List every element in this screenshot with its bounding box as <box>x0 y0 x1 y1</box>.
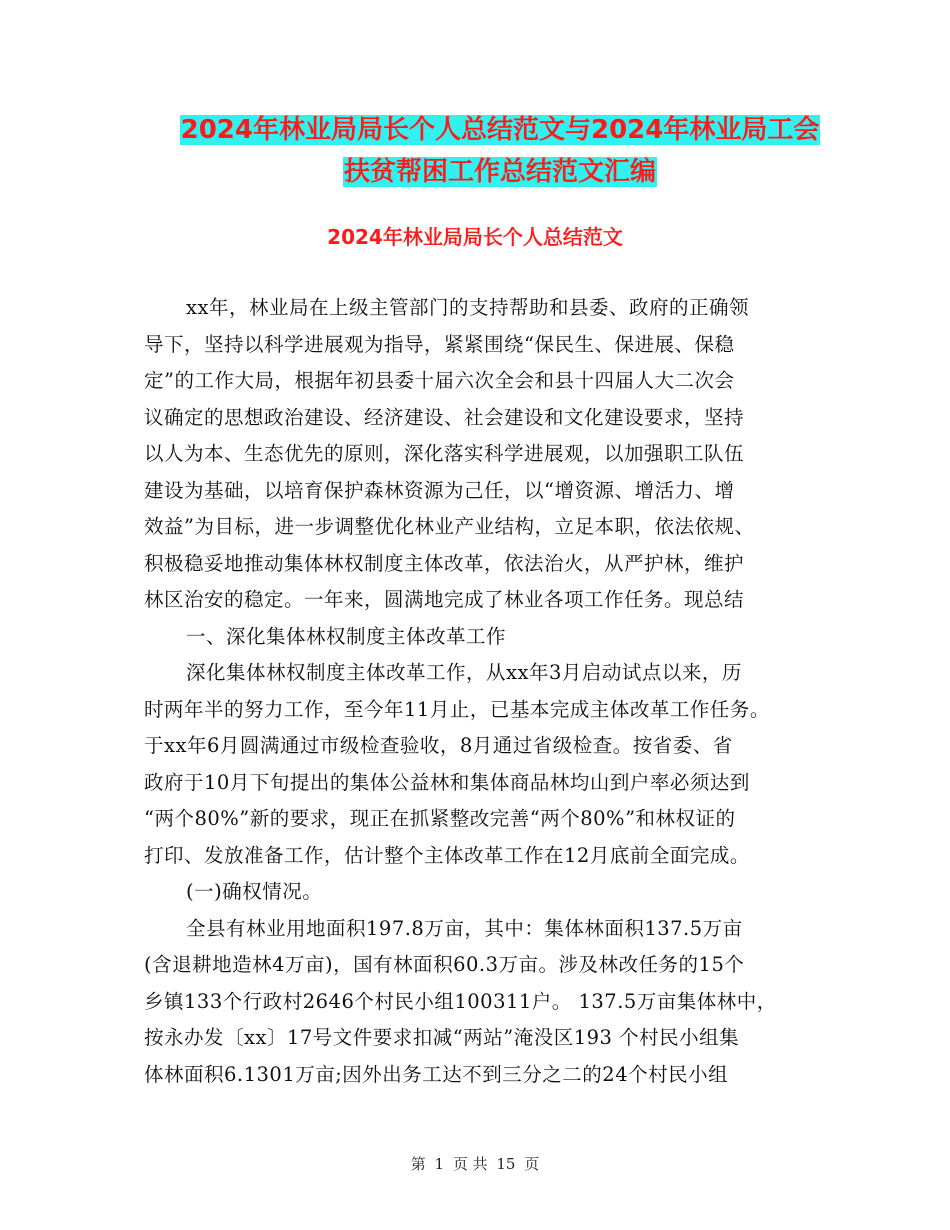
footer-prefix: 第 <box>410 1155 426 1173</box>
body-text-line: 体林面积6.1301万亩;因外出务工达不到三分之二的24个村民小组 <box>144 1062 729 1086</box>
body-text-line: 以人为本、生态优先的原则，深化落实科学进展观，以加强职工队伍 <box>144 442 745 465</box>
footer-page-number: 1 <box>434 1155 445 1173</box>
page-footer <box>0 1152 950 1176</box>
body-text-line: 效益”为目标，进一步调整优化林业产业结构，立足本职，依法依规、 <box>144 515 755 538</box>
body-text-line: 乡镇133个行政村2646个村民小组100311户。 137.5万亩集体林中， <box>144 989 777 1013</box>
body-text-line: 政府于10月下旬提出的集体公益林和集体商品林均山到户率必须达到 <box>144 770 750 794</box>
body-text-line: 定”的工作大局，根据年初县委十届六次全会和县十四届人大二次会 <box>144 369 735 392</box>
body-text-line: 按永办发〔xx〕17号文件要求扣减“两站”淹没区193 个村民小组集 <box>144 1026 740 1049</box>
body-text-line: 时两年半的努力工作，至今年11月止，已基本完成主体改革工作任务。 <box>144 697 770 721</box>
footer-suffix: 页 <box>524 1155 540 1173</box>
section-title: 2024年林业局局长个人总结范文 <box>327 225 623 249</box>
body-text-line: 议确定的思想政治建设、经济建设、社会建设和文化建设要求，坚持 <box>144 405 745 429</box>
body-text-line: 林区治安的稳定。一年来，圆满地完成了林业各项工作任务。现总结 <box>144 588 745 611</box>
body-text-line: 建设为基础，以培育保护森林资源为己任，以“增资源、增活力、增 <box>144 478 735 502</box>
body-text-line: 一、深化集体林权制度主体改革工作 <box>186 624 507 648</box>
body-text-line: 于xx年6月圆满通过市级检查验收，8月通过省级检查。按省委、省 <box>144 734 733 757</box>
footer-total-pages: 15 <box>496 1155 516 1173</box>
footer-middle: 页 共 <box>452 1155 488 1173</box>
body-text-line: “两个80%”新的要求，现正在抓紧整改完善“两个80%”和林权证的 <box>144 807 736 830</box>
body-text-line: 积极稳妥地推动集体林权制度主体改革，依法治火，从严护林，维护 <box>144 551 745 575</box>
body-text-line: 导下，坚持以科学进展观为指导，紧紧围绕“保民生、保进展、保稳 <box>144 332 735 356</box>
document-body <box>144 290 816 1093</box>
body-text-line: xx年，林业局在上级主管部门的支持帮助和县委、政府的正确领 <box>186 296 749 319</box>
body-text-line: 全县有林业用地面积197.8万亩，其中：集体林面积137.5万亩 <box>186 916 743 940</box>
body-text-line: (含退耕地造林4万亩)，国有林面积60.3万亩。涉及林改任务的15个 <box>144 953 745 976</box>
body-text-line: 深化集体林权制度主体改革工作，从xx年3月启动试点以来，历 <box>186 661 742 684</box>
body-text-line: (一)确权情况。 <box>186 880 323 903</box>
document-title-line-1: 2024年林业局局长个人总结范文与2024年林业局工会 <box>180 115 820 145</box>
document-title-line-2: 扶贫帮困工作总结范文汇编 <box>343 157 656 187</box>
body-text-line: 打印、发放准备工作，估计整个主体改革工作在12月底前全面完成。 <box>144 843 750 867</box>
